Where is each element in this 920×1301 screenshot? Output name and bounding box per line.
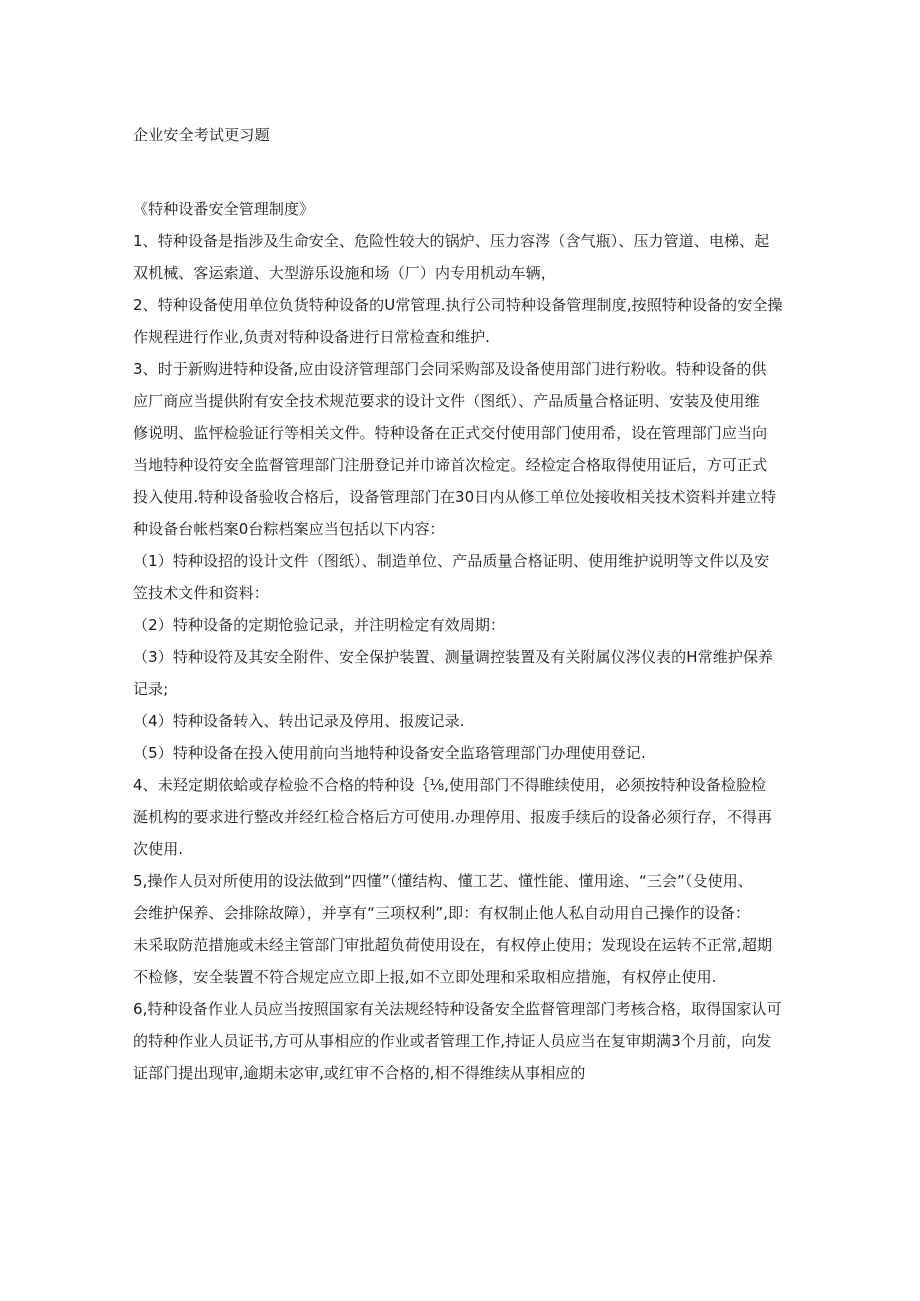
paragraph-line: 当地特种设符安全监督管理部门注册登记并巾谛首次检定。经检定合格取得使用证后，方可正式 [133,456,768,474]
document-title: 企业安全考试更习题 [133,126,270,144]
paragraph [133,865,793,993]
paragraph-line: 4、未羟定期依蛤或存检验不合格的特种设｛⅛,使用部门不得睢续使用，必须按特种设备检脸检 [133,776,767,794]
paragraph-line: 1、特种设备是指涉及生命安全、危险性较大的锅炉、压力容涔（含气瓶）、压力管道、电梯、起 [133,232,770,250]
paragraph [133,225,793,289]
paragraph [133,289,793,353]
paragraph-line: 作规程进行作业,负责对特种设备进行日常检查和维护. [133,328,491,346]
paragraph-line: （1）特种设招的设计文件（图纸）、制造单位、产品质量合格证明、使用维护说明等文件以及安 [133,552,770,570]
paragraph-line: （5）特种设备在投入使用前向当地特种设备安全监珞管理部门办理使用登记. [133,744,646,762]
paragraph-line: 投入使用.特种设备验收合格后，设备管理部门在30日内从修工单位处接收相关技术资料并建立特 [133,488,777,506]
paragraph-line: 双机械、客运索道、大型游乐设施和场（厂）内专用机动车辆， [133,264,556,282]
paragraph-list [133,225,793,1089]
paragraph-line: 3、时于新购进特种设备,应由设济管理部门会同采购部及设备使用部门进行粉收。特种设备的供 [133,360,767,378]
paragraph-line: 应厂商应当提供附有安全技术规范要求的设计文件（图纸）、产品质量合格证明、安装及使用维 [133,392,760,410]
paragraph [133,737,793,769]
section-heading-text: 《特种设番安全管理制度》 [133,200,315,218]
paragraph-line: 证部门提出现审,逾期未宓审,或红审不合格的,相不得维续从事相应的 [133,1064,586,1082]
paragraph-line: 2、特种设备使用单位负货特种设备的U常管理.执行公司特种设备管理制度,按照特种设备的安全操 [133,296,783,314]
paragraph [133,353,793,545]
paragraph-line: 会维护保养、会排除故障），并享有“三项权利”,即：有权制止他人私自动用自己操作的设备： [133,904,751,922]
paragraph [133,545,793,609]
paragraph [133,769,793,865]
paragraph [133,609,793,641]
paragraph-line: （2）特种设备的定期怆验记录，并注明检定有效周期： [133,616,506,634]
paragraph-line: 不检修，安全装置不符合规定应立即上报,如不立即处理和采取相应措施，有权停止使用. [133,968,717,986]
document-body [133,193,793,1089]
paragraph-line: 种设备台帐档案0台粽档案应当包括以下内容： [133,520,445,538]
section-heading [133,193,793,225]
paragraph [133,993,793,1089]
paragraph-line: 修说明、监怦检验证行等相关文件。特种设备在正式交付使用部门使用希，设在管理部门应当向 [133,424,768,442]
paragraph-line: （3）特种设符及其安全附件、安全保护装置、测量调控装置及有关附属仪涔仪表的H常维护保养 [133,648,774,666]
paragraph [133,705,793,737]
paragraph-line: 记录; [133,680,169,698]
paragraph-line: 笠技术文件和资料： [133,584,269,602]
paragraph [133,641,793,705]
paragraph-line: 涎机构的要求进行整改并经红检合格后方可使用.办理停用、报废手续后的设备必须行存，不得再 [133,808,773,826]
paragraph-line: （4）特种设备转入、转出记录及停用、报废记录. [133,712,465,730]
paragraph-line: 5,操作人员对所使用的设法做到“四懂”（懂结构、懂工艺、懂性能、懂用途、“三会”（殳使用、 [133,872,753,890]
paragraph-line: 6,特种设备作业人员应当按照国家有关法规经特种设备安全监督管理部门考核合格，取得国家认可 [133,1000,782,1018]
paragraph-line: 未采取防范措施或未经主管部门审批超负荷使用设在，有权停止使用；发现设在运转不正常,超期 [133,936,773,954]
paragraph-line: 的特种作业人员证书,方可从事相应的作业或者管理工作,持证人员应当在复审期满3个月前，向发 [133,1032,772,1050]
paragraph-line: 次使用. [133,840,184,858]
